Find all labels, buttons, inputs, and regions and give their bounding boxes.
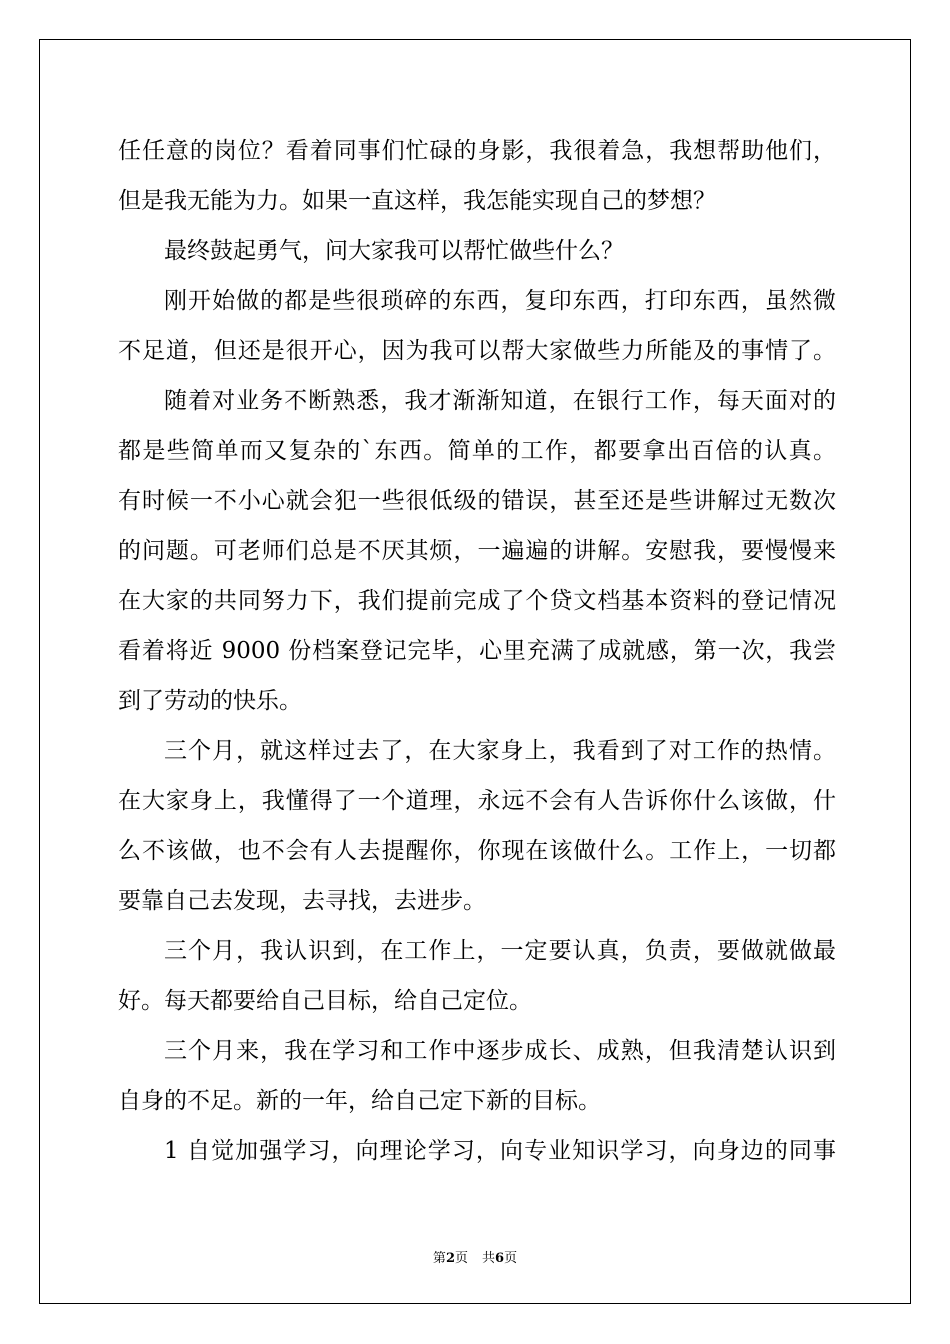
page-footer <box>0 1247 950 1266</box>
text-line: 最终鼓起勇气，问大家我可以帮忙做些什么？ <box>164 238 624 264</box>
text-line: 的问题。可老师们总是不厌其烦，一遍遍的讲解。安慰我，要慢慢来 <box>118 538 836 564</box>
text-line: 有时候一不小心就会犯一些很低级的错误，甚至还是些讲解过无数次 <box>118 488 836 514</box>
page-suffix: 页 <box>454 1251 468 1266</box>
text-line: 在大家身上，我懂得了一个道理，永远不会有人告诉你什么该做，什 <box>118 788 836 814</box>
text-line: 好。每天都要给自己目标，给自己定位。 <box>118 988 532 1014</box>
text-line: 刚开始做的都是些很琐碎的东西，复印东西，打印东西，虽然微 <box>164 288 836 314</box>
text-line: 都是些简单而又复杂的`东西。简单的工作，都要拿出百倍的认真。 <box>118 438 836 464</box>
text-line: 不足道，但还是很开心，因为我可以帮大家做些力所能及的事情了。 <box>118 338 836 364</box>
text-line: 随着对业务不断熟悉，我才渐渐知道，在银行工作，每天面对的 <box>164 388 836 414</box>
text-line: 看着将近 9000 份档案登记完毕，心里充满了成就感，第一次，我尝 <box>118 638 836 664</box>
text-line: 任任意的岗位？看着同事们忙碌的身影，我很着急，我想帮助他们， <box>118 138 836 164</box>
text-line: 1 自觉加强学习，向理论学习，向专业知识学习，向身边的同事 <box>164 1138 836 1164</box>
total-prefix: 共 <box>482 1251 496 1266</box>
page-number: 2 <box>445 1251 455 1266</box>
text-line: 三个月来，我在学习和工作中逐步成长、成熟，但我清楚认识到 <box>164 1038 836 1064</box>
text-line: 么不该做，也不会有人去提醒你，你现在该做什么。工作上，一切都 <box>118 838 836 864</box>
total-suffix: 页 <box>504 1251 518 1266</box>
total-pages: 6 <box>495 1251 505 1266</box>
text-line: 要靠自己去发现，去寻找，去进步。 <box>118 888 486 914</box>
document-body <box>118 126 836 1176</box>
text-line: 三个月，就这样过去了，在大家身上，我看到了对工作的热情。 <box>164 738 836 764</box>
page-prefix: 第 <box>432 1251 446 1266</box>
text-line: 到了劳动的快乐。 <box>118 688 302 714</box>
text-line: 三个月，我认识到，在工作上，一定要认真，负责，要做就做最 <box>164 938 836 964</box>
text-line: 在大家的共同努力下，我们提前完成了个贷文档基本资料的登记情况 <box>118 588 836 614</box>
text-line: 自身的不足。新的一年，给自己定下新的目标。 <box>118 1088 601 1114</box>
text-line: 但是我无能为力。如果一直这样，我怎能实现自己的梦想？ <box>118 188 716 214</box>
